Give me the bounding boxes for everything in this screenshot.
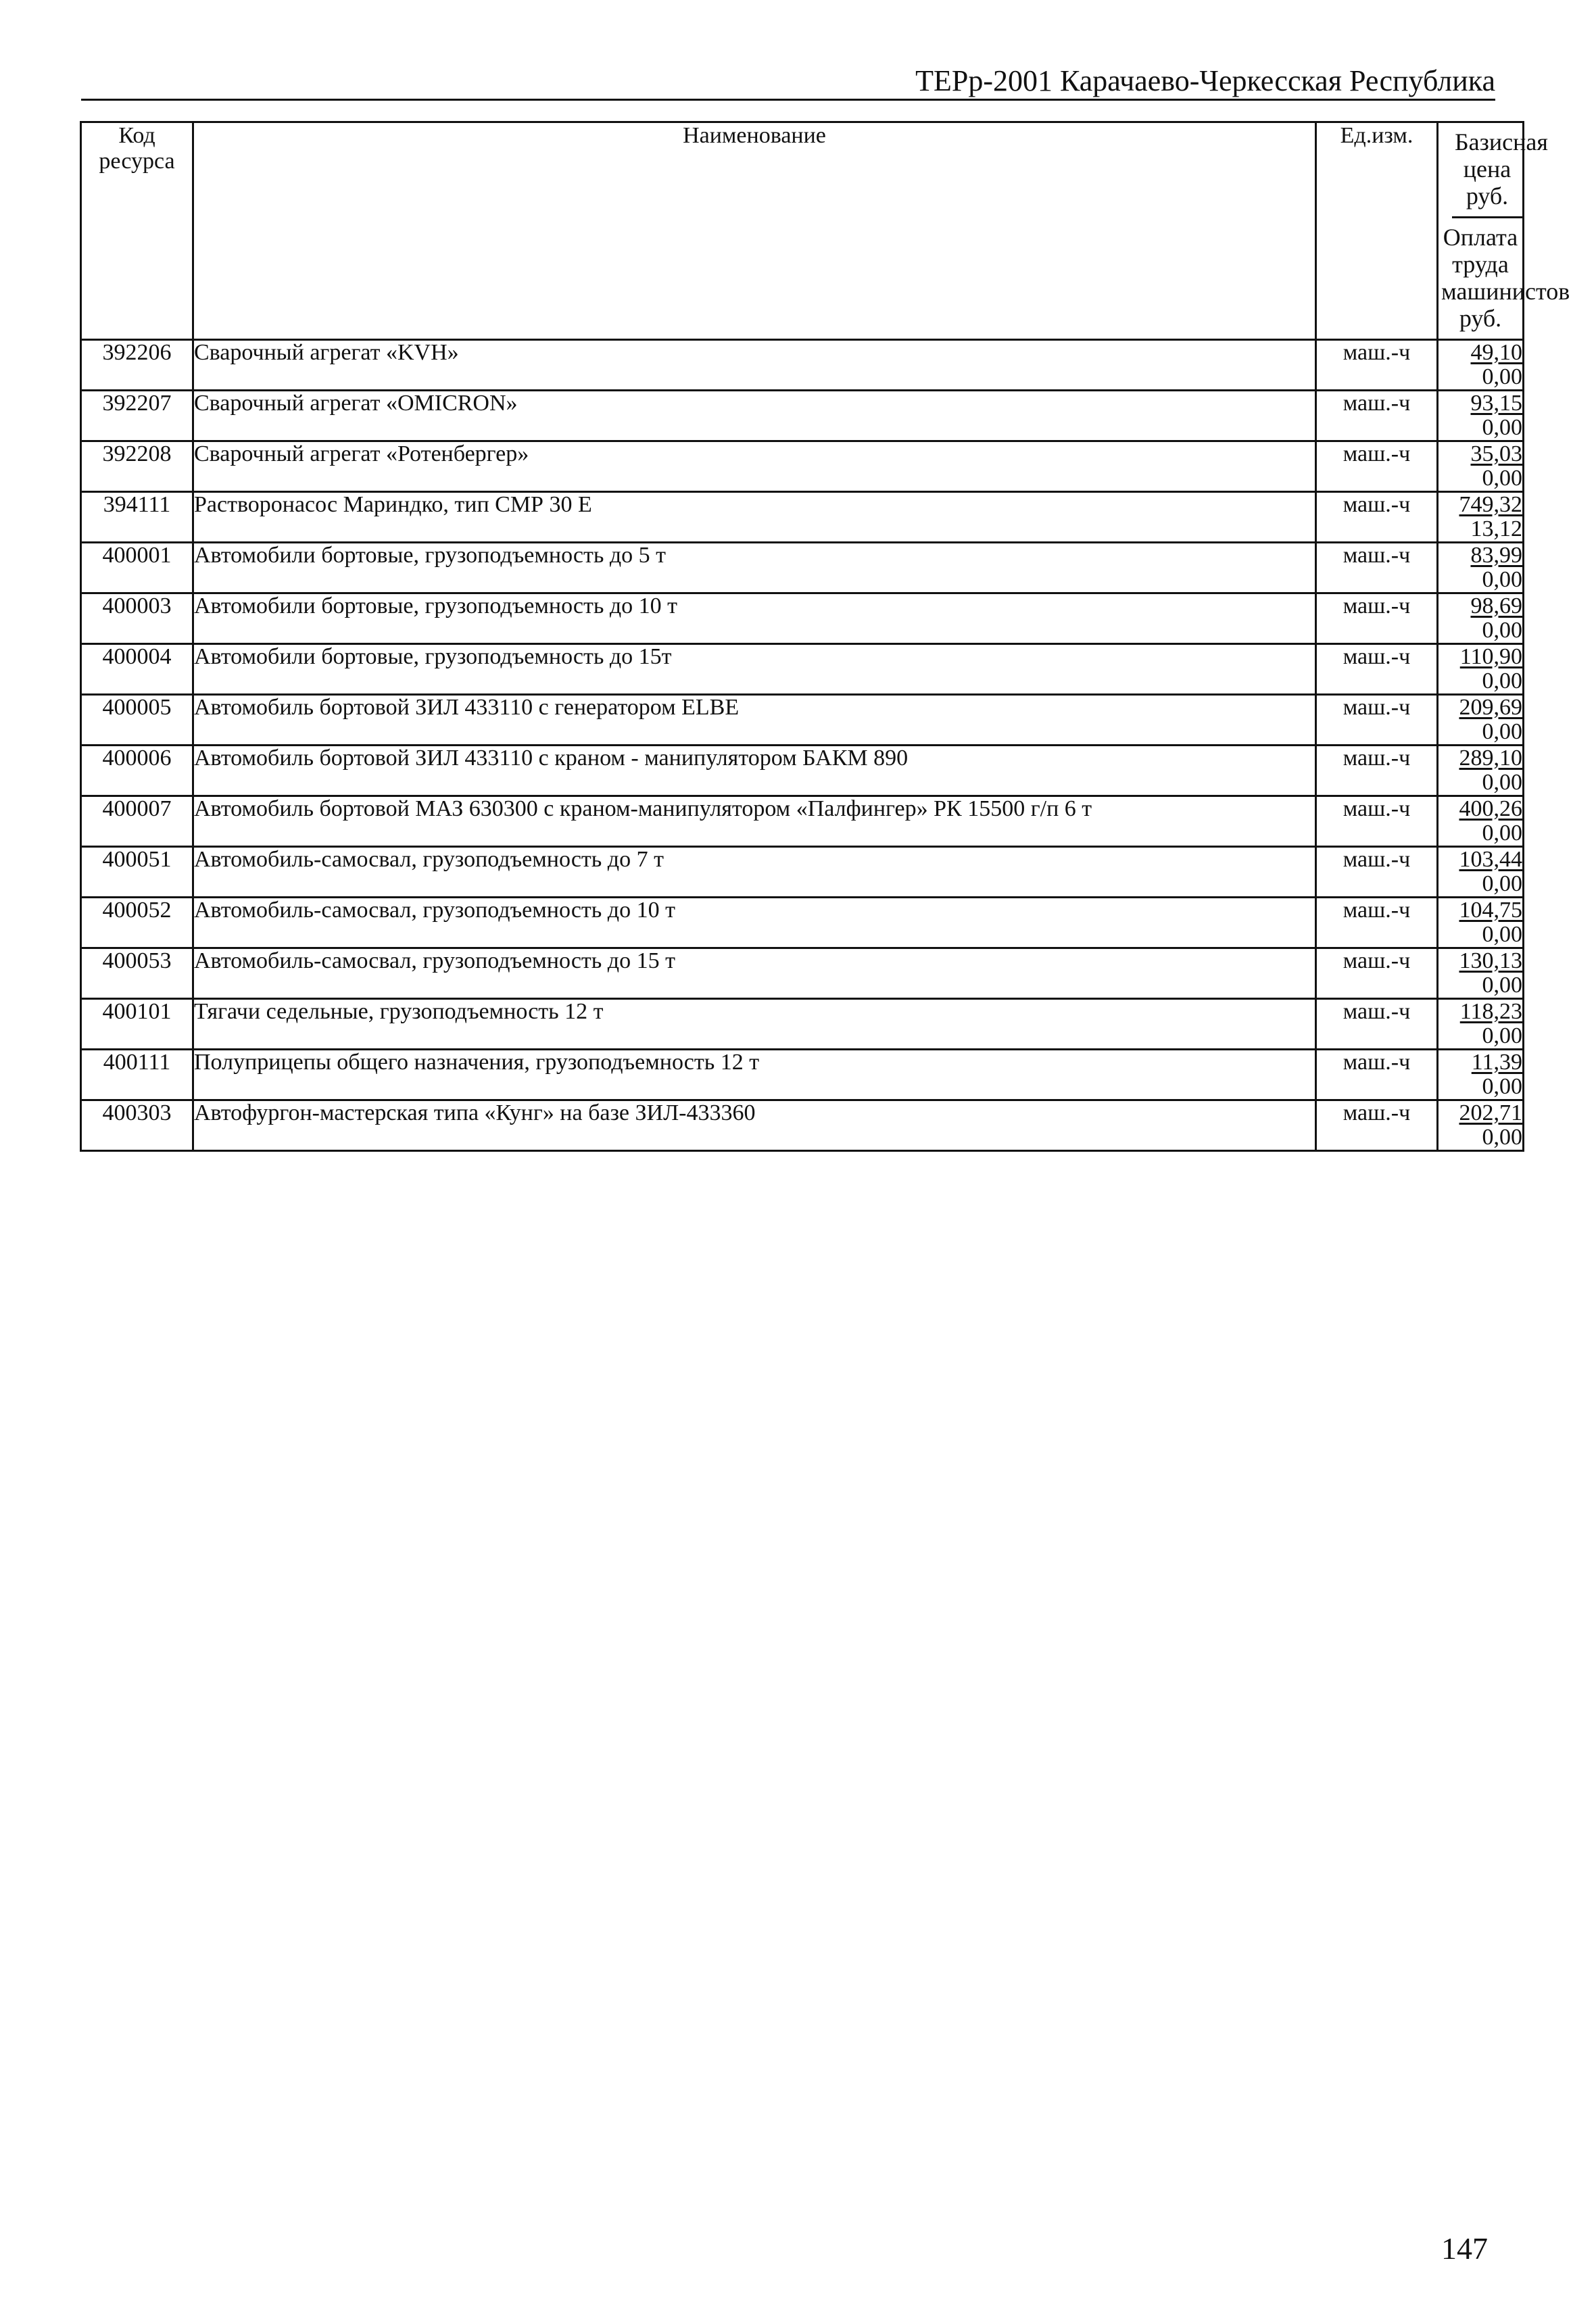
column-header-unit: Ед.изм. <box>1316 122 1438 340</box>
base-price-value: 749,32 <box>1459 492 1522 517</box>
base-price-value: 93,15 <box>1470 391 1522 416</box>
resource-name-cell: Автомобиль бортовой ЗИЛ 433110 с генератором ELBE <box>193 695 1316 746</box>
price-cell <box>1438 999 1524 1050</box>
table-row <box>81 441 1524 492</box>
unit-cell: маш.-ч <box>1316 1050 1438 1100</box>
resource-code-cell: 400005 <box>81 695 193 746</box>
resource-name-cell: Тягачи седельные, грузоподъемность 12 т <box>193 999 1316 1050</box>
table-row <box>81 492 1524 543</box>
table-row <box>81 999 1524 1050</box>
resource-name-cell: Автомобили бортовые, грузоподъемность до 5 т <box>193 543 1316 593</box>
resource-name-cell: Автомобиль бортовой ЗИЛ 433110 с краном - манипулятором БАКМ 890 <box>193 746 1316 796</box>
base-price-value: 35,03 <box>1470 441 1522 466</box>
table-row <box>81 1050 1524 1100</box>
table-row <box>81 391 1524 441</box>
table-row <box>81 593 1524 644</box>
resource-name-cell: Автомобиль бортовой МАЗ 630300 с краном-манипулятором «Палфингер» РК 15500 г/п 6 т <box>193 796 1316 847</box>
resources-table <box>80 121 1570 1152</box>
header-rule <box>81 99 1495 101</box>
resource-name-cell: Автомобиль-самосвал, грузоподъемность до 15 т <box>193 948 1316 999</box>
price-cell <box>1438 593 1524 644</box>
unit-cell: маш.-ч <box>1316 847 1438 898</box>
base-price-value: 118,23 <box>1459 999 1522 1024</box>
table-row <box>81 796 1524 847</box>
table-row <box>81 948 1524 999</box>
column-header-operator-wage: Оплата труда машинистов руб. <box>1441 224 1570 332</box>
table-row <box>81 340 1524 391</box>
unit-cell: маш.-ч <box>1316 999 1438 1050</box>
resource-code-cell: 394111 <box>81 492 193 543</box>
price-cell <box>1438 746 1524 796</box>
operator-wage-value: 0,00 <box>1482 973 1522 998</box>
operator-wage-value: 0,00 <box>1482 466 1522 491</box>
page-number: 147 <box>1441 2231 1488 2266</box>
resource-name-cell: Автомобили бортовые, грузоподъемность до 15т <box>193 644 1316 695</box>
unit-cell: маш.-ч <box>1316 695 1438 746</box>
price-cell <box>1438 1050 1524 1100</box>
price-cell <box>1438 391 1524 441</box>
price-cell <box>1438 492 1524 543</box>
operator-wage-value: 0,00 <box>1482 364 1522 389</box>
resource-code-cell: 400006 <box>81 746 193 796</box>
table-body <box>81 340 1524 1151</box>
operator-wage-value: 0,00 <box>1482 719 1522 744</box>
unit-cell: маш.-ч <box>1316 948 1438 999</box>
resource-code-cell: 392208 <box>81 441 193 492</box>
operator-wage-value: 0,00 <box>1482 871 1522 896</box>
price-cell <box>1438 898 1524 948</box>
resource-code-cell: 400111 <box>81 1050 193 1100</box>
table-row <box>81 1100 1524 1151</box>
table-row <box>81 847 1524 898</box>
unit-cell: маш.-ч <box>1316 441 1438 492</box>
unit-cell: маш.-ч <box>1316 796 1438 847</box>
resource-name-cell: Автомобиль-самосвал, грузоподъемность до 10 т <box>193 898 1316 948</box>
operator-wage-value: 0,00 <box>1482 668 1522 693</box>
operator-wage-value: 0,00 <box>1482 770 1522 795</box>
resource-name-cell: Полуприцепы общего назначения, грузоподъемность 12 т <box>193 1050 1316 1100</box>
page-header-title: ТЕРр-2001 Карачаево-Черкесская Республика <box>915 64 1495 97</box>
unit-cell: маш.-ч <box>1316 391 1438 441</box>
base-price-value: 289,10 <box>1459 746 1522 771</box>
operator-wage-value: 0,00 <box>1482 567 1522 592</box>
unit-cell: маш.-ч <box>1316 340 1438 391</box>
resource-code-cell: 400003 <box>81 593 193 644</box>
table-header-row <box>81 122 1524 340</box>
base-price-value: 400,26 <box>1459 796 1522 821</box>
table-row <box>81 644 1524 695</box>
column-header-name: Наименование <box>193 122 1316 340</box>
table-row <box>81 898 1524 948</box>
resource-code-cell: 392206 <box>81 340 193 391</box>
base-price-value: 209,69 <box>1459 695 1522 720</box>
resource-name-cell: Автомобиль-самосвал, грузоподъемность до 7 т <box>193 847 1316 898</box>
base-price-value: 104,75 <box>1459 898 1522 923</box>
operator-wage-value: 13,12 <box>1470 516 1522 541</box>
base-price-value: 130,13 <box>1459 948 1522 973</box>
base-price-value: 103,44 <box>1459 847 1522 872</box>
price-cell <box>1438 441 1524 492</box>
column-header-code: Код ресурса <box>81 122 193 340</box>
price-cell <box>1438 695 1524 746</box>
base-price-value: 49,10 <box>1470 340 1522 365</box>
price-cell <box>1438 948 1524 999</box>
table-row <box>81 695 1524 746</box>
price-cell <box>1438 644 1524 695</box>
column-header-price-group <box>1438 122 1570 340</box>
unit-cell: маш.-ч <box>1316 746 1438 796</box>
resource-code-cell: 400052 <box>81 898 193 948</box>
base-price-value: 98,69 <box>1470 593 1522 618</box>
base-price-value: 83,99 <box>1470 543 1522 568</box>
price-cell <box>1438 1100 1524 1151</box>
operator-wage-value: 0,00 <box>1482 821 1522 846</box>
resource-name-cell: Растворонасос Мариндко, тип СМР 30 Е <box>193 492 1316 543</box>
unit-cell: маш.-ч <box>1316 543 1438 593</box>
price-cell <box>1438 340 1524 391</box>
resource-name-cell: Сварочный агрегат «OMICRON» <box>193 391 1316 441</box>
price-cell <box>1438 796 1524 847</box>
resource-name-cell: Автофургон-мастерская типа «Кунг» на базе ЗИЛ-433360 <box>193 1100 1316 1151</box>
base-price-value: 11,39 <box>1471 1050 1522 1075</box>
base-price-value: 202,71 <box>1459 1100 1522 1125</box>
resource-name-cell: Автомобили бортовые, грузоподъемность до 10 т <box>193 593 1316 644</box>
table-row <box>81 746 1524 796</box>
resource-code-cell: 400053 <box>81 948 193 999</box>
operator-wage-value: 0,00 <box>1482 1023 1522 1048</box>
price-cell <box>1438 847 1524 898</box>
resource-code-cell: 392207 <box>81 391 193 441</box>
operator-wage-value: 0,00 <box>1482 1125 1522 1150</box>
operator-wage-value: 0,00 <box>1482 922 1522 947</box>
resource-name-cell: Сварочный агрегат «KVH» <box>193 340 1316 391</box>
operator-wage-value: 0,00 <box>1482 1074 1522 1099</box>
resource-code-cell: 400004 <box>81 644 193 695</box>
resource-name-cell: Сварочный агрегат «Ротенбергер» <box>193 441 1316 492</box>
column-header-base-price: Базисная цена руб. <box>1452 123 1522 218</box>
unit-cell: маш.-ч <box>1316 644 1438 695</box>
base-price-value: 110,90 <box>1459 644 1522 669</box>
resource-code-cell: 400001 <box>81 543 193 593</box>
price-cell <box>1438 543 1524 593</box>
unit-cell: маш.-ч <box>1316 898 1438 948</box>
unit-cell: маш.-ч <box>1316 1100 1438 1151</box>
resource-code-cell: 400007 <box>81 796 193 847</box>
resource-code-cell: 400051 <box>81 847 193 898</box>
operator-wage-value: 0,00 <box>1482 415 1522 440</box>
resource-code-cell: 400101 <box>81 999 193 1050</box>
unit-cell: маш.-ч <box>1316 492 1438 543</box>
operator-wage-value: 0,00 <box>1482 618 1522 643</box>
resource-code-cell: 400303 <box>81 1100 193 1151</box>
unit-cell: маш.-ч <box>1316 593 1438 644</box>
table-row <box>81 543 1524 593</box>
